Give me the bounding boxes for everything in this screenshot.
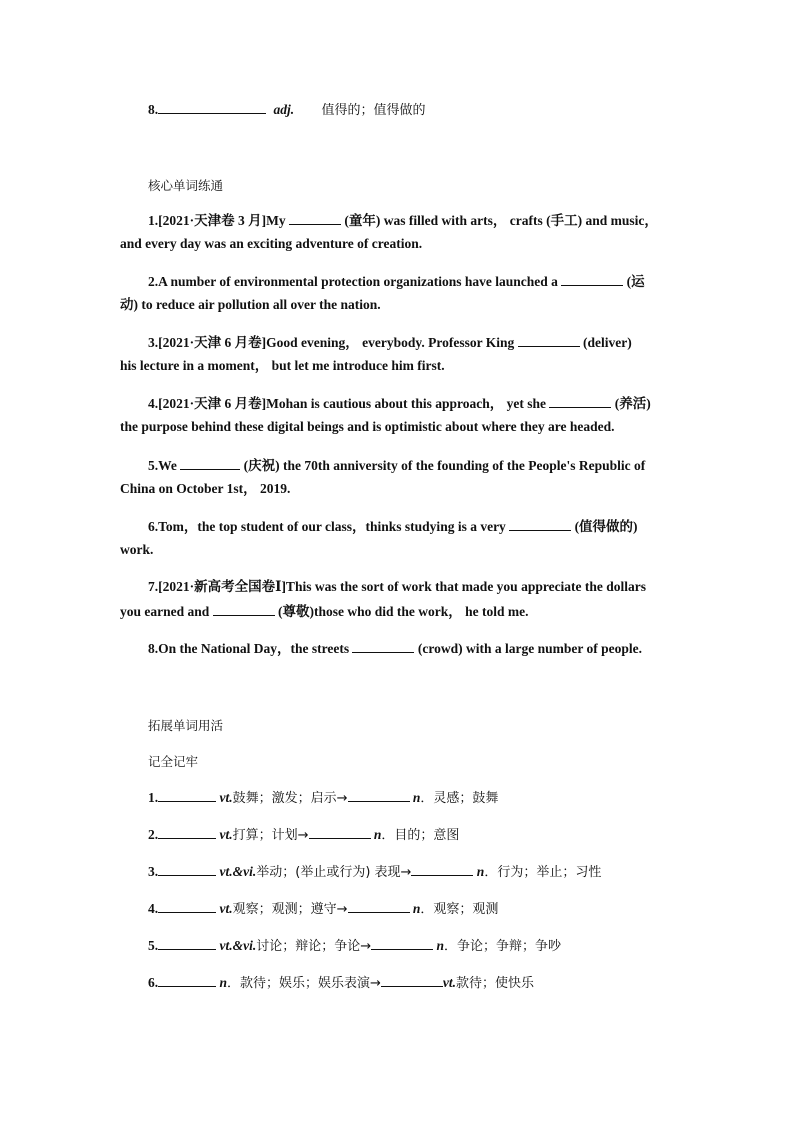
exercise-7-line-2: you earned and (尊敬)those who did the work， he told me. (120, 604, 529, 619)
item-number: 8. (148, 102, 159, 117)
answer-blank[interactable] (158, 936, 216, 950)
answer-blank[interactable] (158, 788, 216, 802)
vocab-item-2: 2. vt.打算；计划→ n．目的；意图 (148, 827, 460, 843)
exercise-7-line-1: 7.[2021·新高考全国卷Ⅰ]This was the sort of work that made you appreciate the dollars (148, 579, 647, 594)
part-of-speech: adj. (273, 102, 295, 117)
vocab-item-1: 1. vt.鼓舞；激发；启示→ n．灵感；鼓舞 (148, 790, 499, 806)
top-vocab-item (148, 100, 426, 120)
exercise-1-line-1: 1.[2021·天津卷 3 月]My (童年) was filled with arts， crafts (手工) and music， (148, 213, 658, 228)
answer-blank[interactable] (509, 517, 571, 531)
answer-blank[interactable] (158, 899, 216, 913)
vocab-item-4: 4. vt.观察；观测；遵守→ n．观察；观测 (148, 901, 499, 917)
exercise-5-line-2: China on October 1st， 2019. (120, 481, 291, 496)
exercise-3-line-1: 3.[2021·天津 6 月卷]Good evening， everybody. Professor King (deliver) (148, 335, 632, 350)
exercise-6-line-1: 6.Tom，the top student of our class，thinks studying is a very (值得做的) (148, 519, 638, 534)
exercise-2-line-1: 2.A number of environmental protection organizations have launched a (运 (148, 274, 645, 289)
exercise-3-line-2: his lecture in a moment， but let me introduce him first. (120, 358, 445, 373)
answer-blank[interactable] (158, 862, 216, 876)
answer-blank[interactable] (213, 602, 275, 616)
answer-blank[interactable] (348, 788, 410, 802)
meaning: 值得的；值得做的 (321, 103, 426, 118)
section-title: 核心单词练通 (148, 178, 224, 193)
vocab-item-3: 3. vt.&vi.举动；(举止或行为) 表现→ n．行为；举止；习性 (148, 864, 602, 880)
answer-blank[interactable] (289, 211, 341, 225)
answer-blank[interactable] (381, 973, 443, 987)
answer-blank[interactable] (561, 272, 623, 286)
vocab-item-5: 5. vt.&vi.讨论；辩论；争论→ n．争论；争辩；争吵 (148, 938, 562, 954)
answer-blank[interactable] (158, 973, 216, 987)
answer-blank[interactable] (348, 899, 410, 913)
exercise-1-line-2: and every day was an exciting adventure of creation. (120, 236, 423, 251)
exercise-6-line-2: work. (120, 542, 154, 557)
exercise-4-line-1: 4.[2021·天津 6 月卷]Mohan is cautious about this approach， yet she (养活) (148, 396, 651, 411)
section-title: 拓展单词用活 (148, 718, 224, 733)
exercise-2-line-2: 动) to reduce air pollution all over the nation. (120, 297, 381, 312)
vocab-item-6: 6. n．款待；娱乐；娱乐表演→ vt.款待；使快乐 (148, 975, 535, 991)
exercise-4-line-2: the purpose behind these digital beings and is optimistic about where they are headed. (120, 419, 615, 434)
answer-blank[interactable] (158, 825, 216, 839)
answer-blank[interactable] (158, 100, 266, 114)
section-subtitle: 记全记牢 (148, 754, 199, 769)
exercise-5-line-1: 5.We (庆祝) the 70th anniversity of the founding of the People's Republic of (148, 458, 646, 473)
answer-blank[interactable] (371, 936, 433, 950)
answer-blank[interactable] (352, 639, 414, 653)
exercise-8-line-1: 8.On the National Day，the streets (crowd) with a large number of people. (148, 641, 642, 656)
answer-blank[interactable] (518, 333, 580, 347)
answer-blank[interactable] (180, 456, 240, 470)
answer-blank[interactable] (309, 825, 371, 839)
answer-blank[interactable] (549, 394, 611, 408)
answer-blank[interactable] (411, 862, 473, 876)
